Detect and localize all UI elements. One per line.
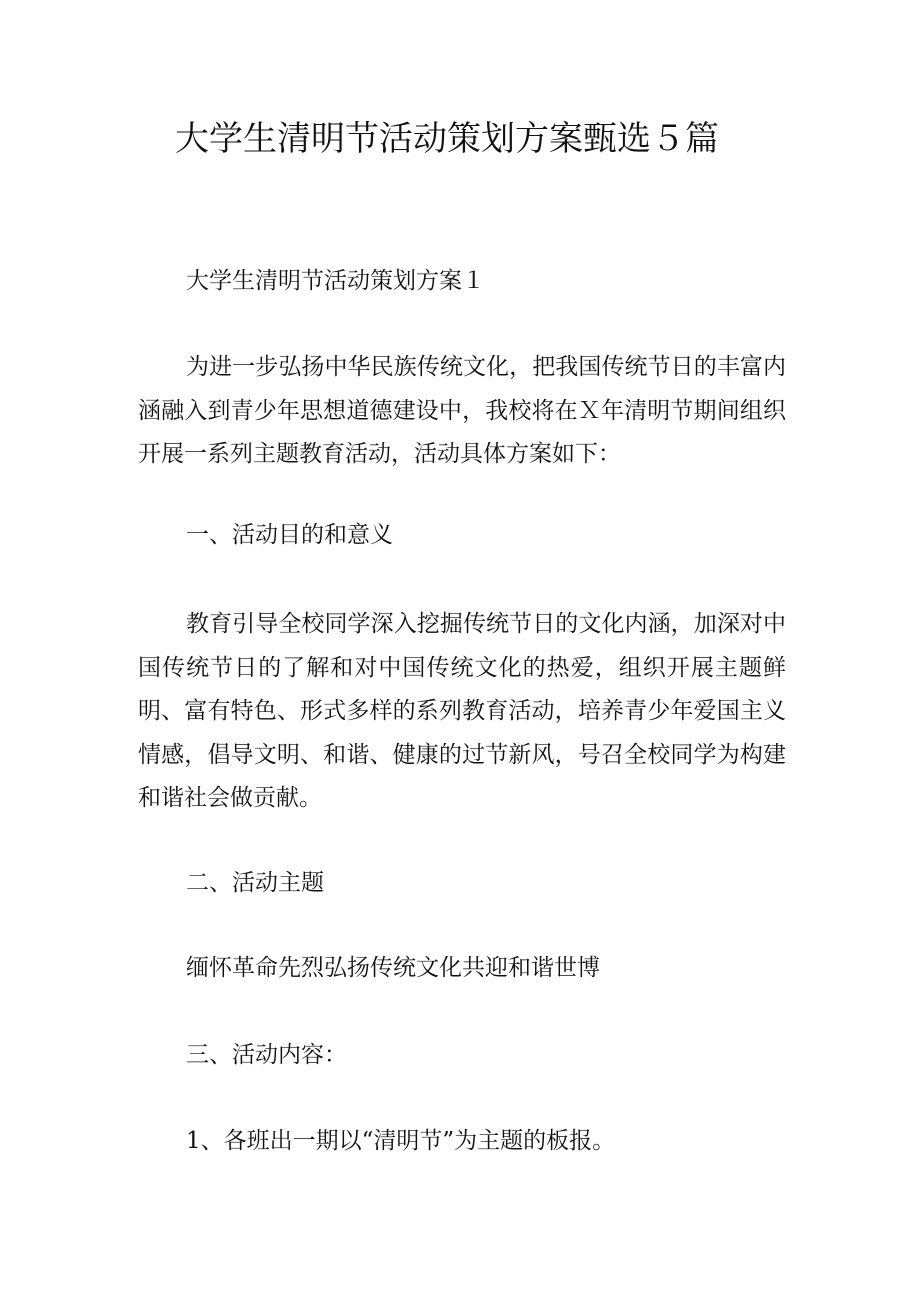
section-2-body: 缅怀革命先烈弘扬传统文化共迎和谐世博: [186, 955, 600, 981]
section-3-heading: 三、活动内容：: [186, 1042, 347, 1068]
section-1-heading: 一、活动目的和意义: [186, 522, 393, 548]
section-1-body: 教育引导全校同学深入挖掘传统节日的文化内涵，加深对中国传统节日的了解和对中国传统文化的热爱，组织开展主题鲜明、富有特色、形式多样的系列教育活动，培养青少年爱国主义情感，倡导文明、和谐、健康的过节新风，号召全校同学为构建和谐社会做贡献。: [138, 611, 786, 811]
section-2-heading: 二、活动主题: [186, 870, 324, 896]
plan-subtitle: 大学生清明节活动策划方案１: [186, 268, 485, 294]
activity-item-1: 1、各班出一期以“清明节”为主题的板报。: [186, 1128, 616, 1154]
document-title: 大学生清明节活动策划方案甄选５篇: [175, 119, 719, 159]
intro-paragraph: 为进一步弘扬中华民族传统文化，把我国传统节日的丰富内涵融入到青少年思想道德建设中，我校将在Ｘ年清明节期间组织开展一系列主题教育活动，活动具体方案如下：: [138, 354, 786, 467]
